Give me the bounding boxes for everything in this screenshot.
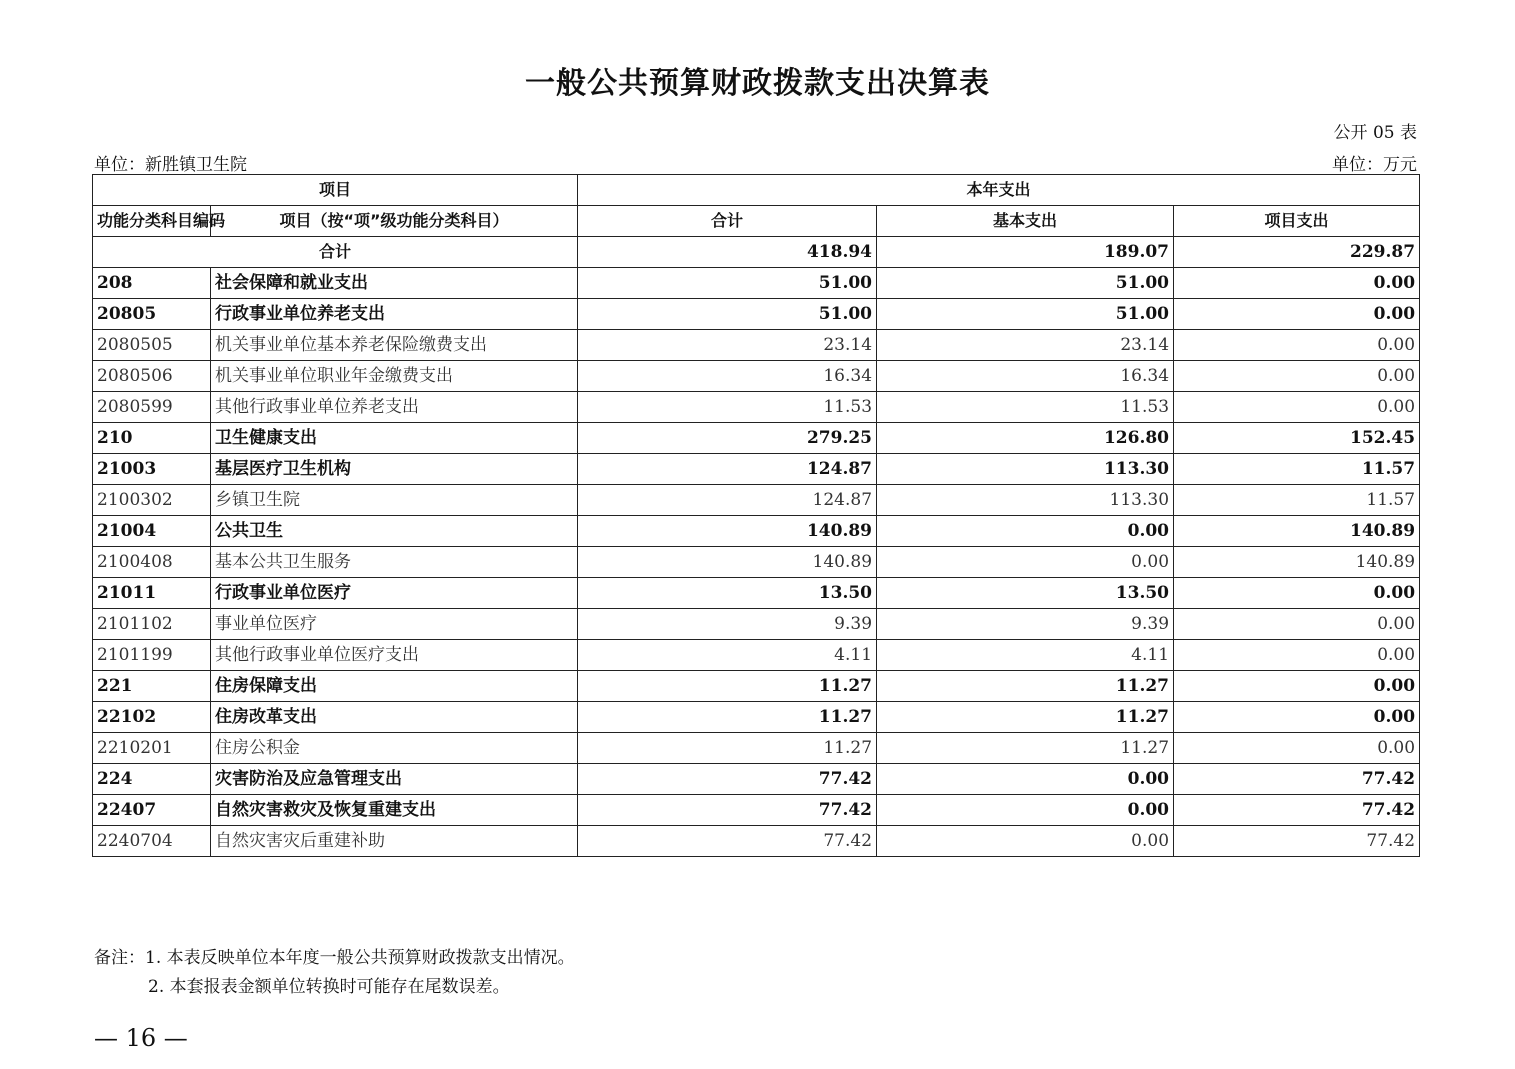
row-basic: 51.00 bbox=[877, 299, 1174, 330]
header-program: 项目支出 bbox=[1174, 206, 1420, 237]
table-body bbox=[93, 237, 1420, 857]
row-basic: 0.00 bbox=[877, 764, 1174, 795]
row-total: 16.34 bbox=[578, 361, 877, 392]
row-total: 23.14 bbox=[578, 330, 877, 361]
table-row bbox=[93, 547, 1420, 578]
row-name: 公共卫生 bbox=[211, 516, 578, 547]
table-row bbox=[93, 826, 1420, 857]
row-basic: 11.27 bbox=[877, 702, 1174, 733]
row-code: 2240704 bbox=[93, 826, 211, 857]
row-program: 0.00 bbox=[1174, 733, 1420, 764]
currency-unit: 单位：万元 bbox=[1332, 155, 1417, 175]
row-code: 2080505 bbox=[93, 330, 211, 361]
row-total: 9.39 bbox=[578, 609, 877, 640]
row-program: 0.00 bbox=[1174, 268, 1420, 299]
row-program: 0.00 bbox=[1174, 578, 1420, 609]
row-name: 行政事业单位医疗 bbox=[211, 578, 578, 609]
row-name: 自然灾害灾后重建补助 bbox=[211, 826, 578, 857]
total-label: 合计 bbox=[93, 237, 578, 268]
row-name: 基层医疗卫生机构 bbox=[211, 454, 578, 485]
row-code: 2210201 bbox=[93, 733, 211, 764]
row-basic: 51.00 bbox=[877, 268, 1174, 299]
table-row bbox=[93, 361, 1420, 392]
row-basic: 11.27 bbox=[877, 733, 1174, 764]
row-code: 20805 bbox=[93, 299, 211, 330]
row-code: 21011 bbox=[93, 578, 211, 609]
row-code: 2101102 bbox=[93, 609, 211, 640]
page-title: 一般公共预算财政拨款支出决算表 bbox=[525, 66, 990, 101]
table-row bbox=[93, 764, 1420, 795]
header-project: 项目 bbox=[93, 175, 578, 206]
row-basic: 23.14 bbox=[877, 330, 1174, 361]
table-row bbox=[93, 423, 1420, 454]
table-row bbox=[93, 795, 1420, 826]
row-total: 51.00 bbox=[578, 268, 877, 299]
table-header bbox=[93, 175, 1420, 237]
row-program: 0.00 bbox=[1174, 702, 1420, 733]
row-program: 0.00 bbox=[1174, 299, 1420, 330]
table-row bbox=[93, 702, 1420, 733]
row-basic: 113.30 bbox=[877, 454, 1174, 485]
table-row bbox=[93, 299, 1420, 330]
row-program: 140.89 bbox=[1174, 547, 1420, 578]
row-code: 2100408 bbox=[93, 547, 211, 578]
row-name: 灾害防治及应急管理支出 bbox=[211, 764, 578, 795]
row-total: 77.42 bbox=[578, 826, 877, 857]
reporting-unit: 单位：新胜镇卫生院 bbox=[94, 155, 247, 175]
row-name: 自然灾害救灾及恢复重建支出 bbox=[211, 795, 578, 826]
row-program: 0.00 bbox=[1174, 361, 1420, 392]
row-total: 140.89 bbox=[578, 516, 877, 547]
page-number: — 16 — bbox=[94, 1024, 188, 1052]
table-row bbox=[93, 640, 1420, 671]
row-code: 210 bbox=[93, 423, 211, 454]
row-basic: 0.00 bbox=[877, 547, 1174, 578]
row-program: 11.57 bbox=[1174, 485, 1420, 516]
note-line-2: 2. 本套报表金额单位转换时可能存在尾数误差。 bbox=[148, 977, 510, 997]
row-program: 77.42 bbox=[1174, 795, 1420, 826]
row-total: 140.89 bbox=[578, 547, 877, 578]
row-program: 152.45 bbox=[1174, 423, 1420, 454]
form-number: 公开 05 表 bbox=[1333, 123, 1417, 143]
row-total: 11.27 bbox=[578, 671, 877, 702]
table-row bbox=[93, 671, 1420, 702]
row-program: 140.89 bbox=[1174, 516, 1420, 547]
row-basic: 126.80 bbox=[877, 423, 1174, 454]
row-basic: 13.50 bbox=[877, 578, 1174, 609]
table-row bbox=[93, 392, 1420, 423]
row-program: 77.42 bbox=[1174, 826, 1420, 857]
row-total: 279.25 bbox=[578, 423, 877, 454]
row-total: 124.87 bbox=[578, 454, 877, 485]
row-program: 77.42 bbox=[1174, 764, 1420, 795]
row-basic: 4.11 bbox=[877, 640, 1174, 671]
row-basic: 11.53 bbox=[877, 392, 1174, 423]
row-basic: 11.27 bbox=[877, 671, 1174, 702]
notes bbox=[94, 944, 575, 1002]
header-name: 项目（按“项”级功能分类科目） bbox=[211, 206, 578, 237]
row-basic: 0.00 bbox=[877, 826, 1174, 857]
total-program: 229.87 bbox=[1174, 237, 1420, 268]
row-name: 其他行政事业单位养老支出 bbox=[211, 392, 578, 423]
row-code: 221 bbox=[93, 671, 211, 702]
expenditure-table bbox=[92, 174, 1420, 857]
row-code: 22407 bbox=[93, 795, 211, 826]
table-row bbox=[93, 516, 1420, 547]
row-name: 行政事业单位养老支出 bbox=[211, 299, 578, 330]
row-name: 事业单位医疗 bbox=[211, 609, 578, 640]
row-program: 0.00 bbox=[1174, 330, 1420, 361]
row-code: 2101199 bbox=[93, 640, 211, 671]
total-basic: 189.07 bbox=[877, 237, 1174, 268]
note-line-1: 备注：1. 本表反映单位本年度一般公共预算财政拨款支出情况。 bbox=[94, 948, 575, 968]
table-row bbox=[93, 330, 1420, 361]
header-annual-expense: 本年支出 bbox=[578, 175, 1420, 206]
header-code: 功能分类科目编码 bbox=[93, 206, 211, 237]
row-basic: 0.00 bbox=[877, 516, 1174, 547]
table-row bbox=[93, 268, 1420, 299]
row-total: 124.87 bbox=[578, 485, 877, 516]
row-code: 22102 bbox=[93, 702, 211, 733]
row-total: 13.50 bbox=[578, 578, 877, 609]
row-total: 4.11 bbox=[578, 640, 877, 671]
table-row bbox=[93, 609, 1420, 640]
row-name: 住房保障支出 bbox=[211, 671, 578, 702]
row-basic: 16.34 bbox=[877, 361, 1174, 392]
row-program: 0.00 bbox=[1174, 392, 1420, 423]
row-code: 208 bbox=[93, 268, 211, 299]
row-name: 住房改革支出 bbox=[211, 702, 578, 733]
row-code: 2100302 bbox=[93, 485, 211, 516]
row-name: 社会保障和就业支出 bbox=[211, 268, 578, 299]
row-code: 21004 bbox=[93, 516, 211, 547]
row-basic: 9.39 bbox=[877, 609, 1174, 640]
total-row bbox=[93, 237, 1420, 268]
row-basic: 113.30 bbox=[877, 485, 1174, 516]
row-basic: 0.00 bbox=[877, 795, 1174, 826]
row-total: 11.53 bbox=[578, 392, 877, 423]
row-name: 机关事业单位基本养老保险缴费支出 bbox=[211, 330, 578, 361]
table-row bbox=[93, 454, 1420, 485]
row-total: 11.27 bbox=[578, 702, 877, 733]
row-name: 其他行政事业单位医疗支出 bbox=[211, 640, 578, 671]
row-total: 51.00 bbox=[578, 299, 877, 330]
row-program: 0.00 bbox=[1174, 671, 1420, 702]
row-program: 11.57 bbox=[1174, 454, 1420, 485]
row-name: 基本公共卫生服务 bbox=[211, 547, 578, 578]
header-total: 合计 bbox=[578, 206, 877, 237]
row-name: 乡镇卫生院 bbox=[211, 485, 578, 516]
row-name: 住房公积金 bbox=[211, 733, 578, 764]
total-total: 418.94 bbox=[578, 237, 877, 268]
row-code: 2080599 bbox=[93, 392, 211, 423]
row-code: 224 bbox=[93, 764, 211, 795]
row-program: 0.00 bbox=[1174, 609, 1420, 640]
row-code: 21003 bbox=[93, 454, 211, 485]
row-total: 11.27 bbox=[578, 733, 877, 764]
table-row bbox=[93, 733, 1420, 764]
row-name: 卫生健康支出 bbox=[211, 423, 578, 454]
row-code: 2080506 bbox=[93, 361, 211, 392]
table-row bbox=[93, 485, 1420, 516]
table-row bbox=[93, 578, 1420, 609]
row-program: 0.00 bbox=[1174, 640, 1420, 671]
row-total: 77.42 bbox=[578, 795, 877, 826]
header-basic: 基本支出 bbox=[877, 206, 1174, 237]
row-name: 机关事业单位职业年金缴费支出 bbox=[211, 361, 578, 392]
row-total: 77.42 bbox=[578, 764, 877, 795]
